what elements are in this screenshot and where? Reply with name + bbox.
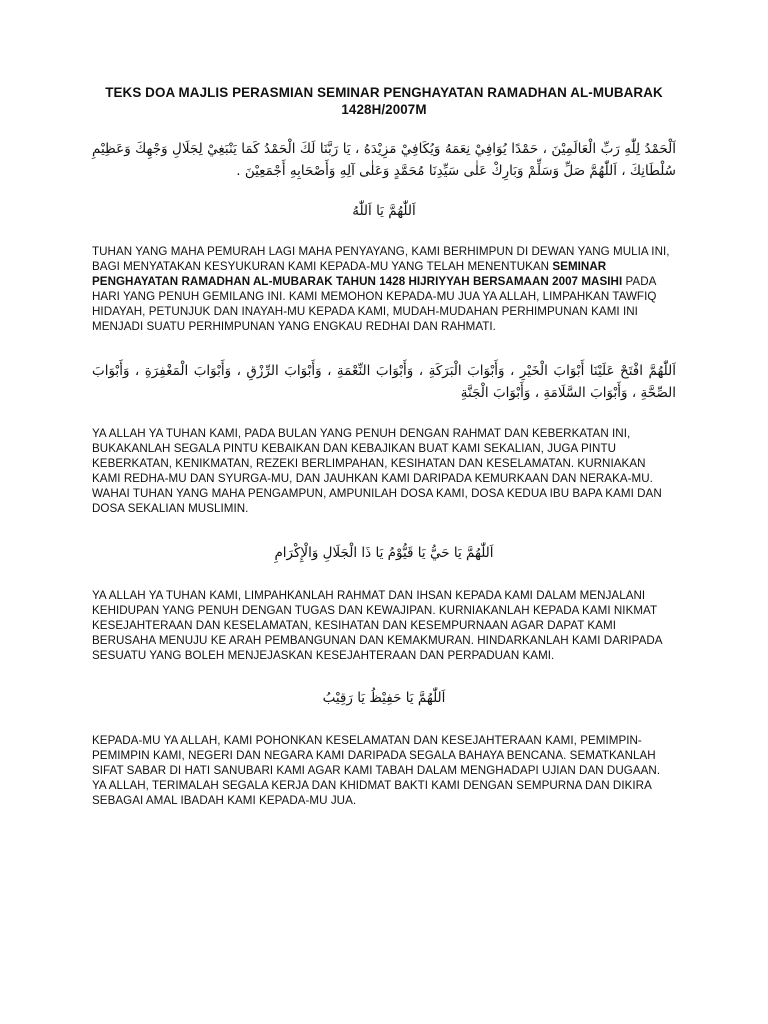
paragraph-safety-and-acceptance: KEPADA-MU YA ALLAH, KAMI POHONKAN KESELAMATAN DAN KESEJAHTERAAN KAMI, PEMIMPIN-PEMIMPIN KAMI, NEGERI DAN NEGARA KAMI DARIPADA SEGALA BAHAYA BENCANA. SEMATKANLAH SIFAT SABAR DI HATI SANUBARI KAMI AGAR KAMI TABAH DALAM MENGHADAPI UJIAN DAN DUGAAN. YA ALLAH, TERIMALAH SEGALA KERJA DAN KHIDMAT BAKTI KAMI DENGAN SEMPURNA DAN DIKIRA SEBAGAI AMAL IBADAH KAMI KEPADA-MU JUA. [92,734,661,807]
document-title: TEKS DOA MAJLIS PERASMIAN SEMINAR PENGHAYATAN RAMADHAN AL-MUBARAK 1428H/2007M [105,85,663,117]
paragraph-gathering-event-name: SEMINAR PENGHAYATAN RAMADHAN AL-MUBARAK TAHUN 1428 HIJRIYYAH BERSAMAAN 2007 MASIHI [92,260,623,288]
paragraph-gathering [92,244,676,334]
arabic-invocation-hafiz-raqib: اَللّٰهُمَّ يَا حَفِيْظُ يَا رَقِيْبُ [322,690,446,706]
document-page [92,84,676,808]
paragraph-ramadhan-blessings: YA ALLAH YA TUHAN KAMI, PADA BULAN YANG PENUH DENGAN RAHMAT DAN KEBERKATAN INI, BUKAKANLAH SEGALA PINTU KEBAIKAN DAN KEBAJIKAN BUAT KAMI SEKALIAN, JUGA PINTU KEBERKATAN, KENIKMATAN, REZEKI BERLIMPAHAN, KESIHATAN DAN KESELAMATAN. KURNIAKAN KAMI REDHA-MU DAN SYURGA-MU, DAN JAUHKAN KAMI DARIPADA KEMURKAAN DAN NERAKA-MU. WAHAI TUHAN YANG MAHA PENGAMPUN, AMPUNILAH DOSA KAMI, DOSA KEDUA IBU BAPA KAMI DAN DOSA SEKALIAN MUSLIMIN. [92,427,662,515]
paragraph-mercy-and-welfare: YA ALLAH YA TUHAN KAMI, LIMPAHKANLAH RAHMAT DAN IHSAN KEPADA KAMI DALAM MENJALANI KEHIDUPAN YANG PENUH DENGAN TUGAS DAN KEWAJIPAN. KURNIAKANLAH KEPADA KAMI NIKMAT KESEJAHTERAAN DAN KESELAMATAN, KESIHATAN DAN KESEMPURNAAN AGAR DAPAT KAMI BERUSAHA MENUJU KE ARAH PEMBANGUNAN DAN KEMAKMURAN. HINDARKANLAH KAMI DARIPADA SESUATU YANG BOLEH MENJEJASKAN KESEJAHTERAAN DAN PERPADUAN KAMI. [92,589,662,662]
arabic-doors-of-goodness: اَللّٰهُمَّ افْتَحْ عَلَيْنَا أَبْوَابَ الْخَيْرِ ، وَأَبْوَابَ الْبَرَكَةِ ، وَأَبْوَابَ النِّعْمَةِ ، وَأَبْوَابَ الرِّزْقِ ، وَأَبْوَابَ الْمَغْفِرَةِ ، وَأَبْوَابَ الصِّحَّةِ ، وَأَبْوَابَ السَّلَامَةِ ، وَأَبْوَابَ الْجَنَّةِ [92,363,676,401]
opening-arabic-praise: اَلْحَمْدُ لِلّٰهِ رَبِّ الْعَالَمِيْنَ ، حَمْدًا يُوَافِيْ نِعَمَهُ وَيُكَافِيْ مَزِيْدَهُ ، يَا رَبَّنَا لَكَ الْحَمْدُ كَمَا يَنْبَغِيْ لِجَلَالِ وَجْهِكَ وَعَظِيْمِ سُلْطَانِكَ ، اَللّٰهُمَّ صَلِّ وَسَلِّمْ وَبَارِكْ عَلٰى سَيِّدِنَا مُحَمَّدٍ وَعَلٰى آلِهِ وَأَصْحَابِهِ أَجْمَعِيْنَ . [92,141,676,179]
paragraph-gathering-text-1: TUHAN YANG MAHA PEMURAH LAGI MAHA PENYAYANG, KAMI BERHIMPUN DI DEWAN YANG MULIA INI, BAGI MENYATAKAN KESYUKURAN KAMI KEPADA-MU YANG TELAH MENENTUKAN [92,245,670,273]
arabic-invocation-ya-allah: اَللّٰهُمَّ يَا اَللّٰهُ [352,203,416,219]
paragraph-gathering-text-2: PADA HARI YANG PENUH GEMILANG INI. KAMI MEMOHON KEPADA-MU JUA YA ALLAH, LIMPAHKAN TAWFIQ HIDAYAH, PETUNJUK DAN INAYAH-MU KEPADA KAMI, MUDAH-MUDAHAN PERHIMPUNAN KAMI INI MENJADI SUATU PERHIMPUNAN YANG ENGKAU REDHAI DAN RAHMATI. [92,275,657,333]
arabic-invocation-hayyu-qayyum: اَللّٰهُمَّ يَا حَيُّ يَا قَيُّوْمُ يَا ذَا الْجَلَالِ وَالْإِكْرَامِ [274,545,494,561]
